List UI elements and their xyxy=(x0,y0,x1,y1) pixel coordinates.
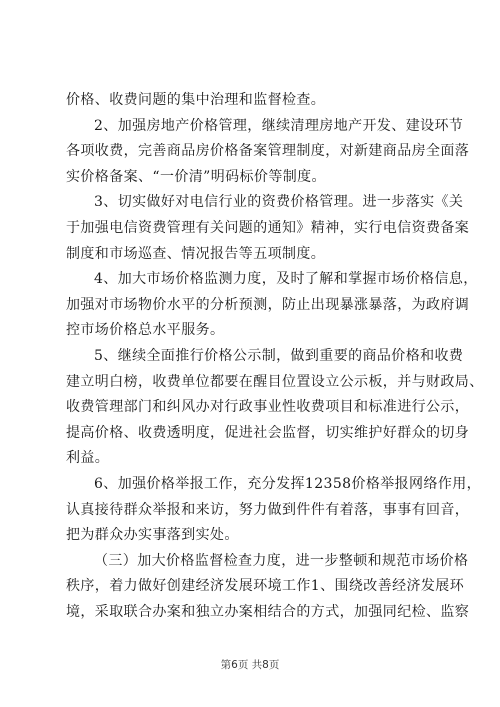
body-text-line: 价格、收费问题的集中治理和监督检查。 xyxy=(66,92,326,108)
body-text-line: 各项收费，完善商品房价格备案管理制度，对新建商品房全面落 xyxy=(66,143,470,160)
body-text-line: （三）加大价格监督检查力度，进一步整顿和规范市场价格 xyxy=(94,552,469,569)
body-text-line: 2、加强房地产价格管理，继续清理房地产开发、建设环节 xyxy=(94,117,464,134)
body-text-line: 建立明白榜，收费单位都要在醒目位置设立公示板，并与财政局、 xyxy=(66,373,484,390)
body-text-line: 4、加大市场价格监测力度，及时了解和掌握市场价格信息， xyxy=(94,271,478,288)
body-text-line: 制度和市场巡查、情况报告等五项制度。 xyxy=(66,245,326,262)
body-text-line: 6、加强价格举报工作，充分发挥12358价格举报网络作用， xyxy=(94,475,482,492)
page-body xyxy=(66,88,484,625)
body-text-line: 加强对市场物价水平的分析预测，防止出现暴涨暴落，为政府调 xyxy=(66,296,470,313)
body-text-line: 收费管理部门和纠风办对行政事业性收费项目和标准进行公示， xyxy=(66,399,470,416)
body-text-line: 境，采取联合办案和独立办案相结合的方式，加强同纪检、监察 xyxy=(66,603,470,620)
body-text-line: 实价格备案、“一价清”明码标价等制度。 xyxy=(66,168,326,185)
body-text-line: 控市场价格总水平服务。 xyxy=(66,322,225,339)
body-text-line: 认真接待群众举报和来访，努力做到件件有着落，事事有回音， xyxy=(66,501,470,518)
body-text-line: 利益。 xyxy=(66,450,110,467)
body-text-line: 提高价格、收费透明度，促进社会监督，切实维护好群众的切身 xyxy=(66,424,470,441)
body-text-line: 秩序，着力做好创建经济发展环境工作1、围绕改善经济发展环 xyxy=(66,578,465,595)
page-footer: 第6页 共8页 xyxy=(220,659,280,671)
body-text-line: 于加强电信资费管理有关问题的通知》精神，实行电信资费备案 xyxy=(66,219,470,236)
body-text-line: 5、继续全面推行价格公示制，做到重要的商品价格和收费 xyxy=(94,347,464,364)
body-text-line: 把为群众办实事落到实处。 xyxy=(66,527,239,544)
body-text-line: 3、切实做好对电信行业的资费价格管理。进一步落实《关 xyxy=(94,194,464,211)
